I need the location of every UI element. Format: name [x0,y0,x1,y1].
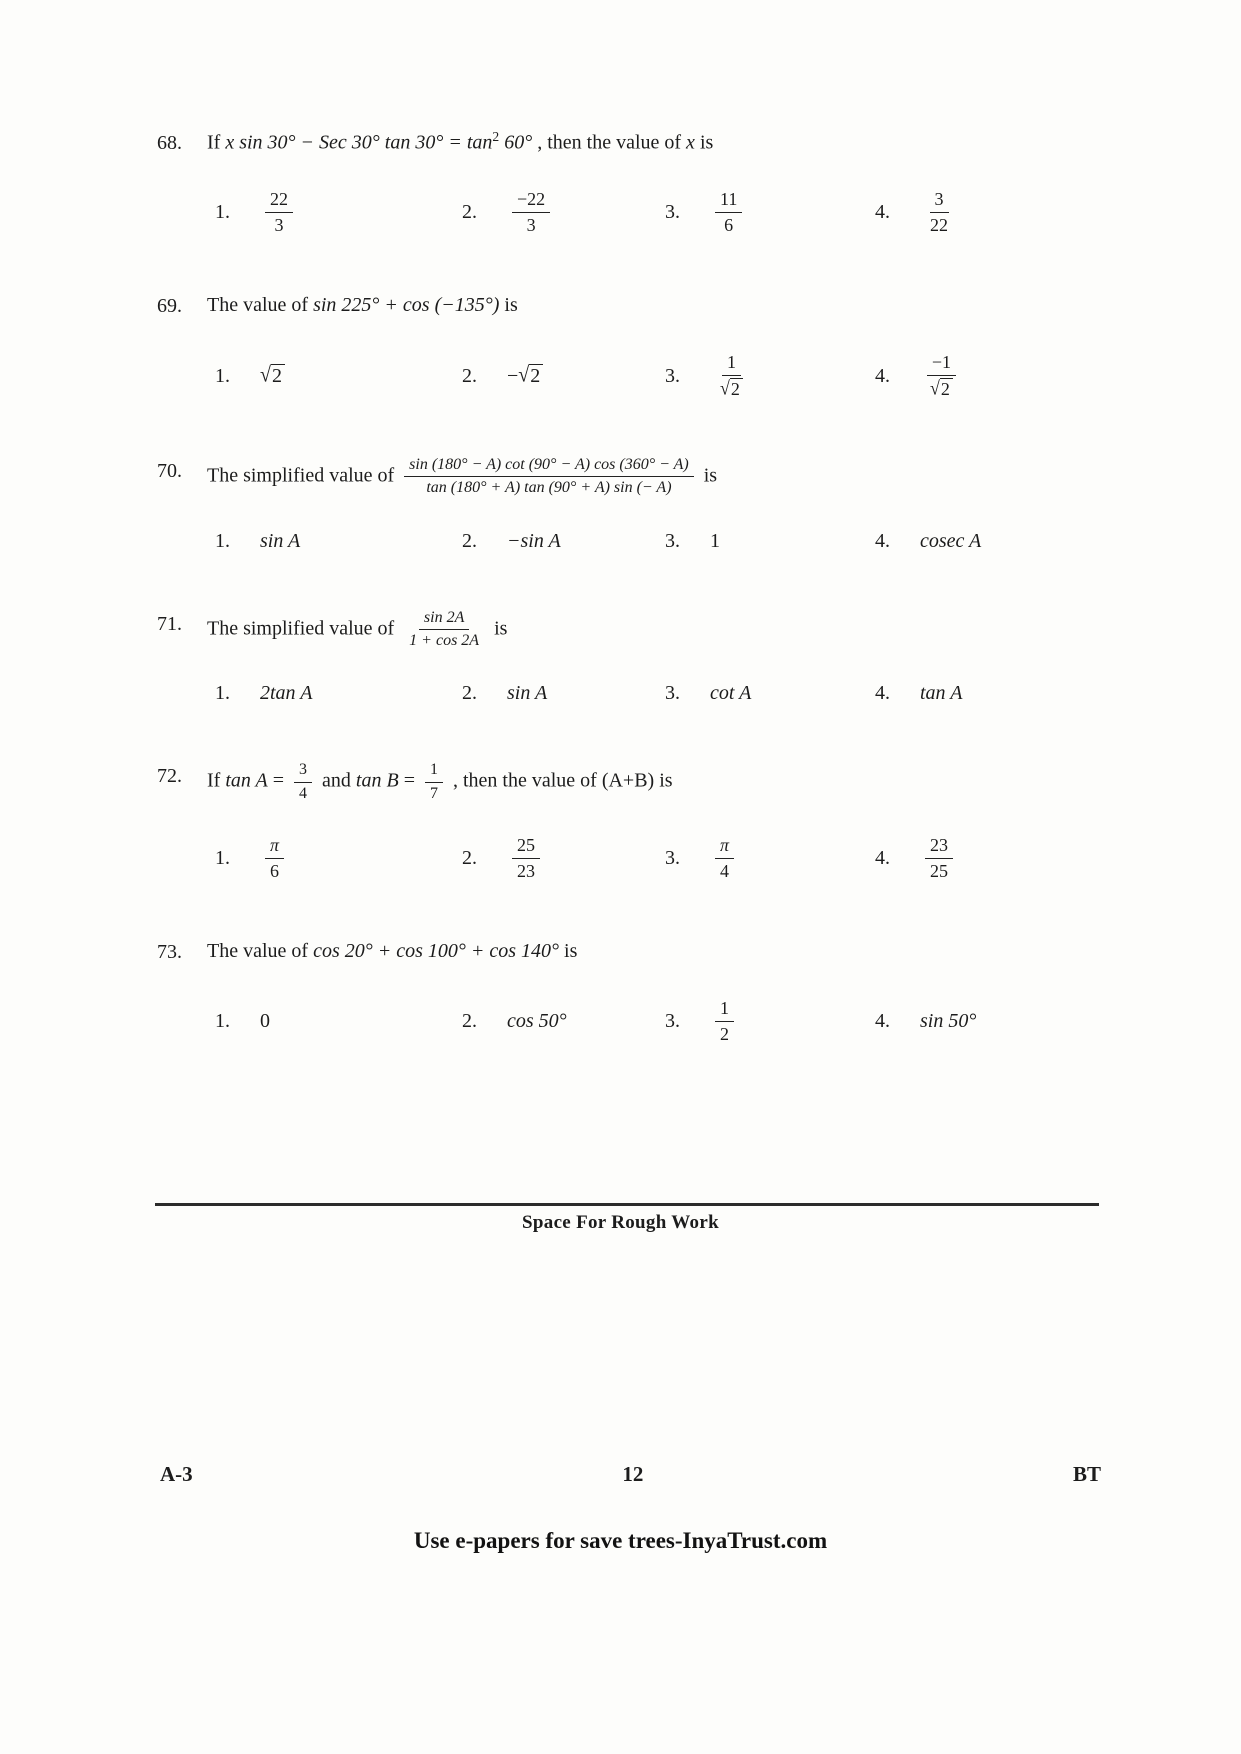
option-value [920,352,963,399]
option-value [710,835,739,881]
option-value [260,835,289,881]
option [215,530,462,553]
fraction: $\frac{\sin (180^\circ - A) \cot (90^\circ - A) \cos (360^\circ - A)}{\tan (180^\circ + A) \tan (90^\circ + A) \sin (- A)}$ [404,456,694,498]
option [215,835,462,881]
fraction: $\frac{1}{2}$ [715,998,734,1044]
footer-row [160,1462,1101,1487]
option-label: 4. [875,200,890,223]
options-row [157,352,1103,399]
option-label: 1. [215,200,230,223]
question-row [157,761,1103,803]
fraction: $\frac{\pi}{6}$ [265,835,284,881]
option-label: 2. [462,682,477,705]
option [215,189,462,235]
questions-list [157,128,1103,1101]
option [875,1010,1103,1033]
option-value: sin 50° [920,1010,977,1033]
option [215,364,462,388]
option-label: 3. [665,529,680,552]
option-label: 1. [215,682,230,705]
option [215,682,462,705]
option [462,189,665,235]
option [875,530,1103,553]
options-row [157,189,1103,235]
option-value [710,352,753,399]
option-value: 1 [710,529,720,552]
rough-work-divider [155,1203,1099,1206]
question-number: 69. [157,295,182,318]
option-value: − √ 2 [507,364,543,388]
question [157,937,1103,1044]
question-number: 73. [157,941,182,964]
sqrt-radical: √ 2 [518,364,543,388]
option-label: 4. [875,1010,890,1033]
rough-work-label: Space For Rough Work [522,1212,719,1233]
question [157,128,1103,235]
footer-code-right: BT [1072,1462,1101,1486]
option [462,530,665,553]
option-value: tan A [920,682,963,705]
option [665,189,875,235]
option [462,364,665,388]
option-value [710,189,747,235]
question [157,609,1103,706]
option [875,189,1103,235]
fraction: 1 √ 2 [715,352,748,399]
option-value: sin A [260,529,301,552]
option-label: 3. [665,682,680,705]
option [462,682,665,705]
option-label: 1. [215,846,230,869]
fraction: $\frac{23}{25}$ [925,835,953,881]
option-label: 1. [215,529,230,552]
question [157,456,1103,553]
option-value [260,189,298,235]
option [665,352,875,399]
option-label: 4. [875,364,890,387]
question [157,291,1103,399]
question-number: 72. [157,765,182,788]
option [462,1010,665,1033]
sqrt-radical: √ 2 [720,378,743,400]
option-value: cosec A [920,529,982,552]
question-row [157,128,1103,157]
option-label: 3. [665,846,680,869]
option-label: 2. [462,364,477,387]
option [875,352,1103,399]
fraction: $\frac{22}{3}$ [265,189,293,235]
fraction: −1 √ 2 [925,352,958,399]
fraction: $\frac{3}{4}$ [294,761,312,803]
option-value: cot A [710,682,752,705]
option-label: 2. [462,529,477,552]
option-value: 2tan A [260,682,313,705]
question-prompt: The simplified value of $\frac{\sin 2A}{1 + \cos 2A}$ is [207,608,508,649]
option-label: 4. [875,846,890,869]
option [875,682,1103,705]
option [665,998,875,1044]
option [665,682,875,705]
fraction: $\frac{25}{23}$ [512,835,540,881]
question-number: 70. [157,459,182,482]
option-value: 0 [260,1010,270,1033]
question-prompt: If x sin 30° − Sec 30° $\tan 30^\circ = \tan^2 60^\circ$ , then the value of x is [207,129,714,154]
option-value: cos 50° [507,1010,567,1033]
question-row [157,937,1103,966]
option-label: 3. [665,200,680,223]
option-label: 3. [665,364,680,387]
option-label: 1. [215,1010,230,1033]
options-row [157,835,1103,881]
fraction: $\frac{\pi}{4}$ [715,835,734,881]
option-label: 2. [462,846,477,869]
option-label: 4. [875,682,890,705]
option-value: sin A [507,682,548,705]
option-value [920,189,958,235]
options-row [157,682,1103,705]
option [462,835,665,881]
option-label: 2. [462,1010,477,1033]
option [215,1010,462,1033]
option-value [507,189,555,235]
option-label: 1. [215,364,230,387]
option-value [507,835,545,881]
option-value [710,998,739,1044]
question-prompt: The value of sin 225° + cos (−135°) is [207,294,518,317]
footer-code-left: A-3 [160,1462,193,1486]
sqrt-radical: √ 2 [930,378,953,400]
fraction: $\frac{1}{7}$ [425,761,443,803]
option-label: 3. [665,1010,680,1033]
question-prompt: The simplified value of $\frac{\sin (180^\circ - A) \cot (90^\circ - A) \cos (360^\circ - A)}{\tan (180^\circ + A) \tan (90^\circ + A) \sin (- A)}$ is [207,455,718,497]
question-row [157,609,1103,651]
option [875,835,1103,881]
question-prompt: If tan A = $\frac{3}{4}$ and tan B = $\frac{1}{7}$ , then the value of (A+B) is [207,761,673,802]
sqrt-radical: √ 2 [260,364,285,388]
question-number: 71. [157,612,182,635]
options-row [157,530,1103,553]
fraction: $\frac{11}{6}$ [715,189,742,235]
fraction: $\frac{3}{22}$ [930,189,948,235]
option-value [260,364,285,388]
option-label: 4. [875,529,890,552]
fraction: $\frac{-22}{3}$ [512,189,550,235]
page-number: 12 [622,1462,644,1486]
question-number: 68. [157,132,182,154]
question-row [157,456,1103,498]
option-label: 2. [462,200,477,223]
options-row [157,998,1103,1044]
question-row [157,291,1103,320]
watermark-text: Use e-papers for save trees-InyaTrust.com [413,1528,828,1553]
question-prompt: The value of cos 20° + cos 100° + cos 140° is [207,940,578,963]
option [665,530,875,553]
option [665,835,875,881]
option-value: −sin A [507,529,561,552]
fraction: $\frac{\sin 2A}{1 + \cos 2A}$ [409,608,480,649]
question [157,761,1103,881]
option-value [920,835,958,881]
